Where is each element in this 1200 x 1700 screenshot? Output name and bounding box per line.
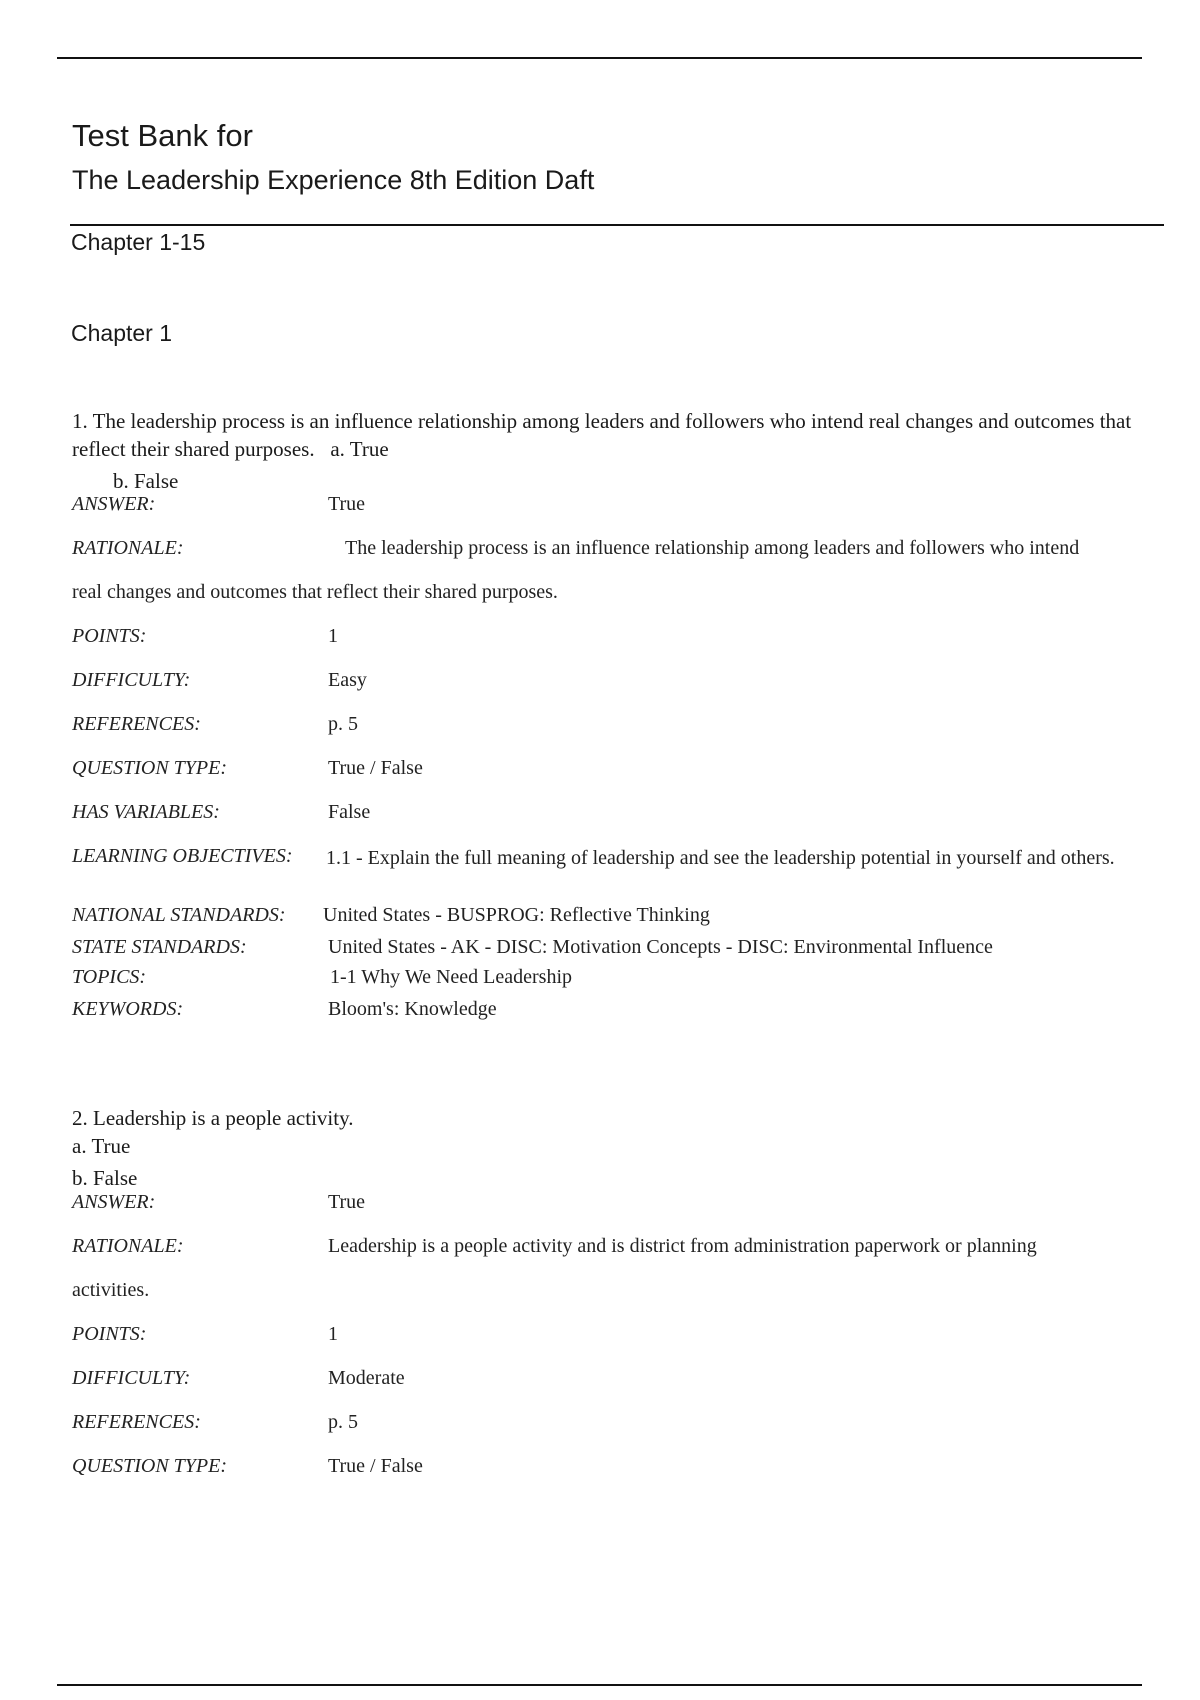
answer-label: ANSWER:	[72, 1191, 156, 1213]
has-variables-label: HAS VARIABLES:	[72, 801, 220, 823]
rationale-line-1: The leadership process is an influence relationship among leaders and followers who intend	[345, 537, 1080, 559]
points-label: POINTS:	[72, 625, 147, 647]
learning-objectives-label: LEARNING OBJECTIVES:	[72, 845, 293, 867]
question-stem	[72, 407, 1162, 463]
difficulty-label: DIFFICULTY:	[72, 669, 191, 691]
topics-value: 1-1 Why We Need Leadership	[330, 966, 573, 988]
top-rule	[57, 57, 1142, 59]
national-standards-value: United States - BUSPROG: Reflective Thinking	[323, 904, 710, 926]
header-rule	[70, 224, 1164, 226]
rationale-line-2: real changes and outcomes that reflect their shared purposes.	[72, 581, 558, 603]
book-subtitle: The Leadership Experience 8th Edition Daft	[72, 165, 595, 195]
option-b: b. False	[113, 469, 179, 493]
difficulty-value: Moderate	[328, 1367, 405, 1389]
references-label: REFERENCES:	[72, 713, 201, 735]
points-label: POINTS:	[72, 1323, 147, 1345]
has-variables-value: False	[328, 801, 371, 823]
chapter-heading: Chapter 1	[71, 320, 173, 346]
learning-objectives-value: 1.1 - Explain the full meaning of leadership and see the leadership potential in yourself and others.	[326, 847, 1115, 869]
references-label: REFERENCES:	[72, 1411, 201, 1433]
question-type-value: True / False	[328, 757, 423, 779]
rationale-line-2: activities.	[72, 1279, 150, 1301]
option-a: a. True	[330, 437, 389, 461]
state-standards-label: STATE STANDARDS:	[72, 936, 247, 958]
bottom-rule	[57, 1684, 1142, 1686]
answer-label: ANSWER:	[72, 493, 156, 515]
question-type-value: True / False	[328, 1455, 423, 1477]
chapter-range: Chapter 1-15	[71, 229, 206, 255]
keywords-label: KEYWORDS:	[72, 998, 184, 1020]
topics-label: TOPICS:	[72, 966, 147, 988]
difficulty-label: DIFFICULTY:	[72, 1367, 191, 1389]
answer-value: True	[328, 493, 366, 515]
points-value: 1	[328, 1323, 338, 1345]
option-b: b. False	[72, 1166, 138, 1190]
difficulty-value: Easy	[328, 669, 367, 691]
national-standards-label: NATIONAL STANDARDS:	[72, 904, 286, 926]
question-type-label: QUESTION TYPE:	[72, 757, 228, 779]
rationale-label: RATIONALE:	[72, 1235, 184, 1257]
points-value: 1	[328, 625, 338, 647]
references-value: p. 5	[328, 1411, 358, 1433]
state-standards-value: United States - AK - DISC: Motivation Concepts - DISC: Environmental Influence	[328, 936, 993, 958]
page-title: Test Bank for	[72, 118, 253, 153]
rationale-label: RATIONALE:	[72, 537, 184, 559]
answer-value: True	[328, 1191, 366, 1213]
question-type-label: QUESTION TYPE:	[72, 1455, 228, 1477]
question-stem-text: 1. The leadership process is an influence relationship among leaders and followers who intend real changes and outcomes that reflect their shared purposes.	[72, 409, 1132, 461]
rationale-line-1: Leadership is a people activity and is district from administration paperwork or planning	[328, 1235, 1037, 1257]
question-stem-text: 2. Leadership is a people activity.	[72, 1106, 354, 1130]
keywords-value: Bloom's: Knowledge	[328, 998, 497, 1020]
option-a: a. True	[72, 1134, 131, 1158]
references-value: p. 5	[328, 713, 358, 735]
